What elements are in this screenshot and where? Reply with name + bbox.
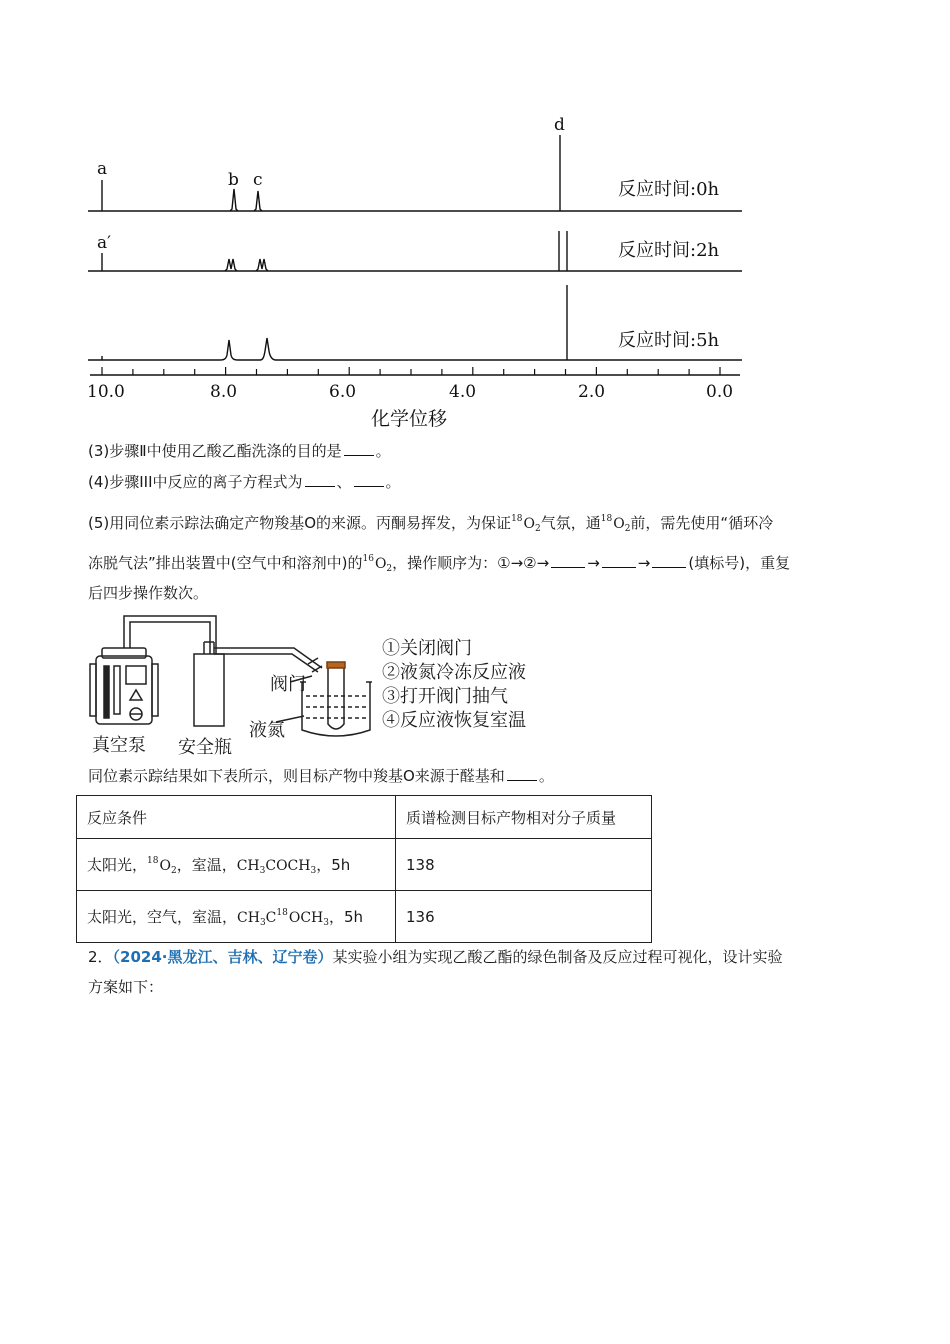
nmr-spectrum (80, 105, 760, 435)
label-safety-bottle: 安全瓶 (178, 737, 232, 758)
label-vacuum-pump: 真空泵 (92, 735, 146, 756)
step-1: ①关闭阀门 (382, 638, 472, 659)
table-cell-value: 136 (396, 891, 652, 943)
peak-label-a: a (97, 159, 108, 179)
question-2-line2: 方案如下： (88, 978, 164, 996)
x-axis-label: 化学位移 (371, 408, 448, 430)
peak-label-a-prime: a′ (97, 233, 111, 253)
peak-c (254, 191, 262, 211)
answer-blank[interactable] (507, 766, 537, 781)
tick-label: 2.0 (578, 382, 606, 402)
table-row: 太阳光，空气，室温，$CH_3C^{18}OCH_3$，5h 136 (77, 891, 652, 943)
answer-blank[interactable] (652, 553, 686, 568)
answer-blank[interactable] (354, 472, 384, 487)
table-header: 质谱检测目标产物相对分子质量 (396, 796, 652, 839)
question-2: 2．（2024·黑龙江、吉林、辽宁卷）某实验小组为实现乙酸乙酯的绿色制备及反应过程可视化，设计实验 (88, 948, 783, 966)
tick-label: 6.0 (329, 382, 357, 402)
peak-label-b: b (228, 170, 239, 190)
trace-label-5h: 反应时间:5h (618, 330, 720, 351)
answer-blank[interactable] (602, 553, 636, 568)
trace-label-0h: 反应时间:0h (618, 179, 720, 200)
question-3: (3)步骤Ⅱ中使用乙酸乙酯洗涤的目的是 。 (88, 442, 391, 460)
label-liquid-nitrogen: 液氮 (249, 720, 285, 741)
result-table (76, 795, 652, 943)
step-3: ③打开阀门抽气 (382, 686, 508, 707)
step-2: ②液氮冷冻反应液 (382, 662, 526, 683)
table-row: 太阳光，$^{18}O_2$，室温，$CH_3COCH_3$，5h 138 (77, 839, 652, 891)
peak-b (230, 189, 238, 211)
answer-blank[interactable] (551, 553, 585, 568)
label-valve: 阀门 (270, 674, 306, 695)
question-source: （2024·黑龙江、吉林、辽宁卷） (112, 948, 333, 966)
answer-blank[interactable] (305, 472, 335, 487)
question-5-result: 同位素示踪结果如下表所示，则目标产物中羧基O来源于醛基和 。 (88, 767, 554, 785)
table-cell-value: 138 (396, 839, 652, 891)
tick-label: 0.0 (706, 382, 734, 402)
question-5-line1: (5)用同位素示踪法确定产物羧基O的来源。丙酮易挥发，为保证$^{18}O_2$气氛，通$^{18}O_2$前，需先使用“循环冷 (88, 514, 774, 534)
question-4: (4)步骤III中反应的离子方程式为 、 。 (88, 473, 401, 491)
answer-blank[interactable] (344, 441, 374, 456)
question-5-line2: 冻脱气法”排出装置中(空气中和溶剂中)的$^{16}O_2$，操作顺序为：①→②→ → → (填标号)，重复 (88, 554, 791, 574)
peak-label-d: d (554, 115, 565, 135)
trace-label-2h: 反应时间:2h (618, 240, 720, 261)
tick-label: 4.0 (449, 382, 477, 402)
step-4: ④反应液恢复室温 (382, 710, 526, 731)
table-header: 反应条件 (77, 796, 396, 839)
question-5-line3: 后四步操作数次。 (88, 584, 209, 602)
tick-label: 10.0 (87, 382, 125, 402)
tick-label: 8.0 (210, 382, 238, 402)
peak-label-c: c (253, 170, 263, 190)
vacuum-pump-icon (90, 648, 158, 724)
